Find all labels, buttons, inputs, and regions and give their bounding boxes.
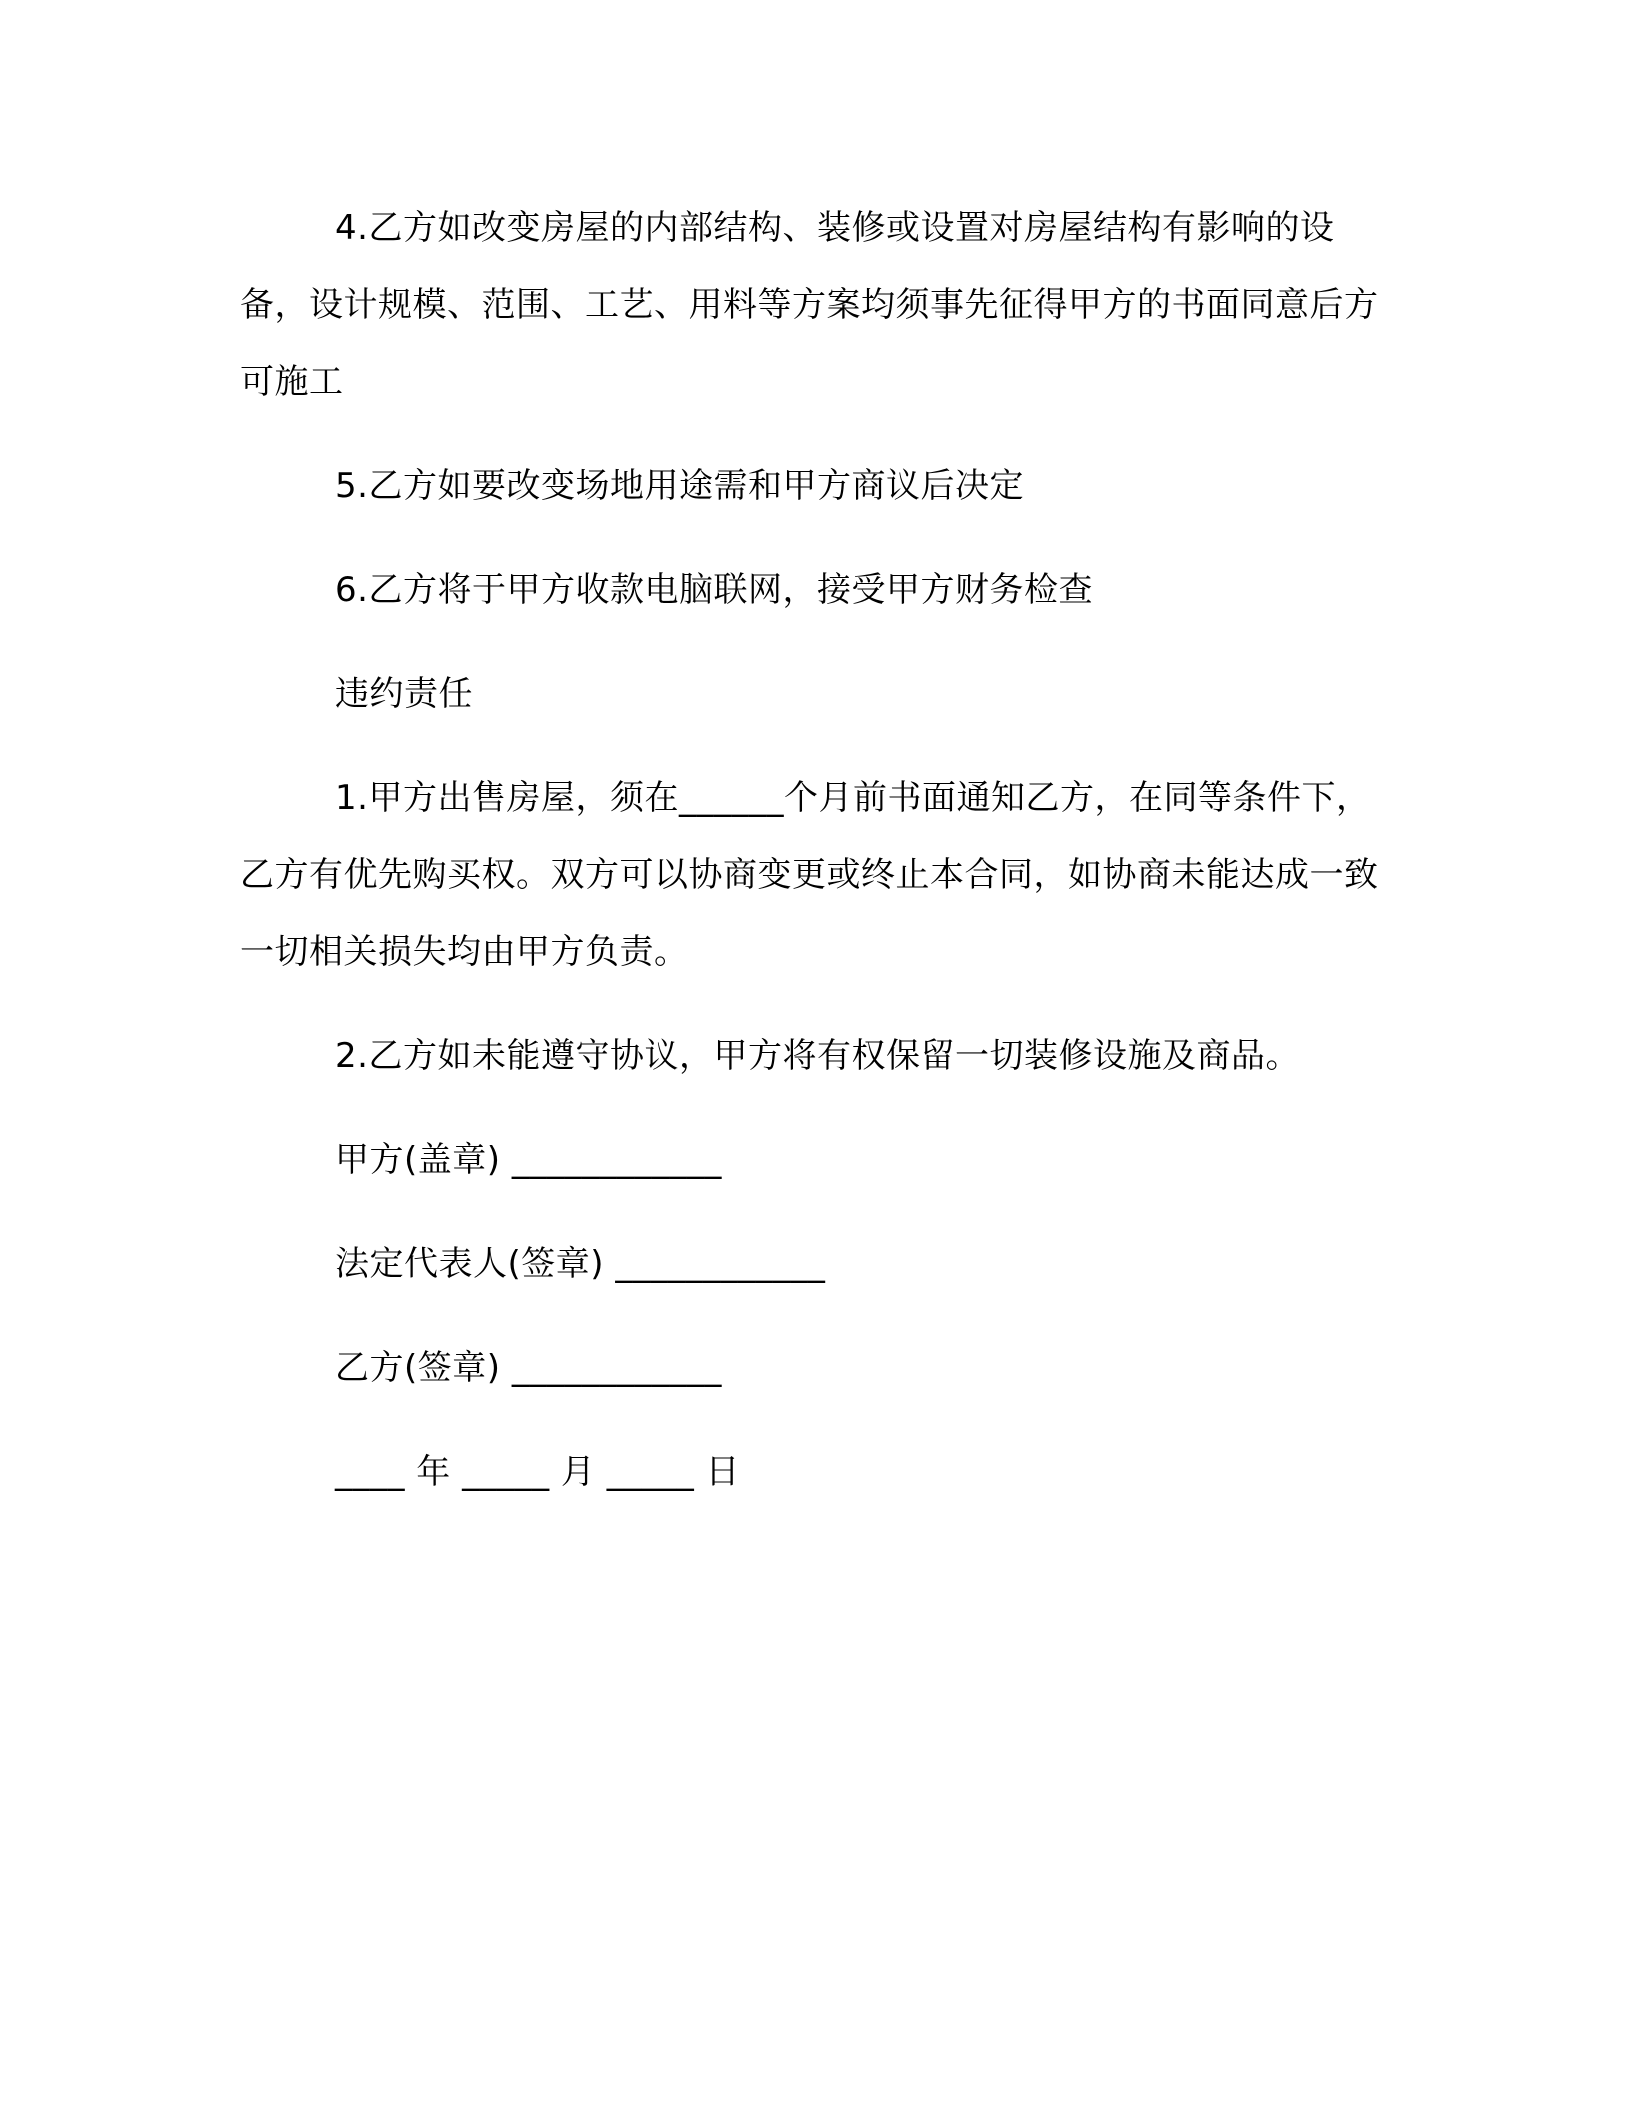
signature-party-a: 甲方(盖章) ____________ [335, 1140, 722, 1180]
clause-4: 4.乙方如改变房屋的内部结构、装修或设置对房屋结构有影响的设备，设计规模、范围、工艺、用料等方案均须事先征得甲方的书面同意后方可施工 [240, 208, 1379, 402]
clause-6: 6.乙方将于甲方收款电脑联网，接受甲方财务检查 [335, 570, 1093, 610]
signature-legal-rep: 法定代表人(签章) ____________ [335, 1244, 826, 1284]
section-heading-liability: 违约责任 [335, 674, 473, 714]
liability-2: 2.乙方如未能遵守协议，甲方将有权保留一切装修设施及商品。 [335, 1036, 1300, 1076]
liability-1: 1.甲方出售房屋，须在______个月前书面通知乙方，在同等条件下，乙方有优先购买权。双方可以协商变更或终止本合同，如协商未能达成一致一切相关损失均由甲方负责。 [240, 778, 1379, 972]
signature-party-b: 乙方(签章) ____________ [335, 1348, 722, 1388]
document-body [240, 190, 1385, 1538]
signature-date: ____ 年 _____ 月 _____ 日 [335, 1452, 741, 1492]
clause-5: 5.乙方如要改变场地用途需和甲方商议后决定 [335, 466, 1024, 506]
